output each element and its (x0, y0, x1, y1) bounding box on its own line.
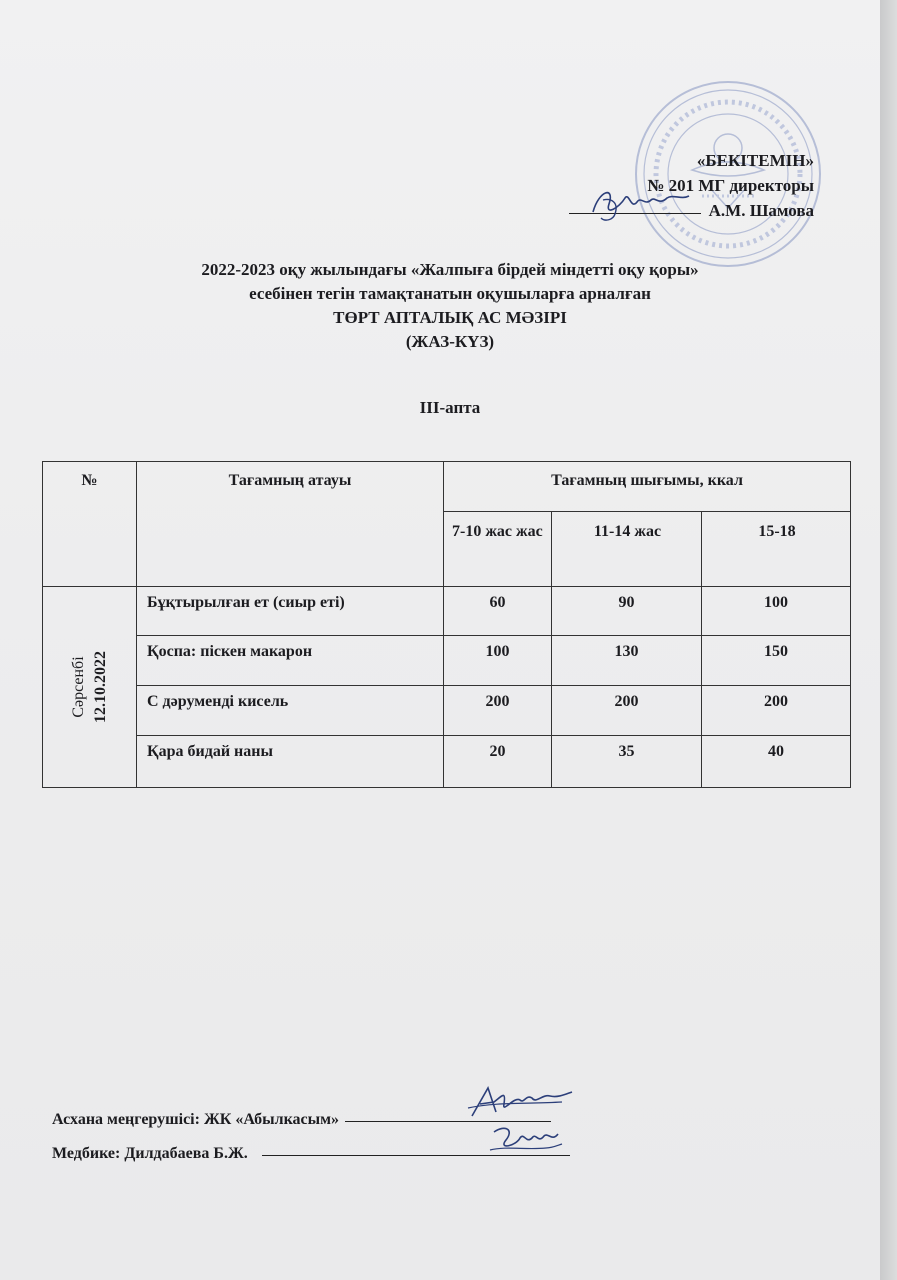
page-edge (880, 0, 897, 1280)
age-group-15-18: 15-18 (702, 512, 851, 587)
director-name: А.М. Шамова (708, 201, 814, 220)
nurse-signature (486, 1120, 566, 1160)
kitchen-head-signature (466, 1082, 576, 1122)
dish-name: Бұқтырылған ет (сиыр еті) (137, 587, 444, 636)
menu-table (42, 461, 851, 788)
day-name: Сәрсенбі (69, 656, 87, 718)
yield-7-10: 60 (444, 587, 552, 636)
yield-11-14: 90 (552, 587, 702, 636)
yield-15-18: 40 (702, 736, 851, 788)
table-row (43, 636, 851, 686)
approval-title: «БЕКІТЕМІН» (696, 151, 814, 170)
header-dish-name: Тағамның атауы (137, 462, 444, 587)
table-row (43, 736, 851, 788)
yield-7-10: 100 (444, 636, 552, 686)
yield-11-14: 35 (552, 736, 702, 788)
header-number: № (43, 462, 137, 587)
day-cell (43, 587, 137, 788)
title-line-1: 2022-2023 оқу жылындағы «Жалпыға бірдей міндетті оқу қоры» (201, 260, 699, 279)
table-row (43, 686, 851, 736)
title-line-4: (ЖАЗ-КҮЗ) (405, 332, 495, 351)
yield-15-18: 200 (702, 686, 851, 736)
yield-7-10: 200 (444, 686, 552, 736)
age-group-11-14: 11-14 жас (552, 512, 702, 587)
day-date: 12.10.2022 (91, 651, 109, 723)
age-group-7-10: 7-10 жас жас (444, 512, 552, 587)
dish-name: Қоспа: піскен макарон (137, 636, 444, 686)
header-yield: Тағамның шығымы, ккал (444, 462, 851, 512)
yield-11-14: 130 (552, 636, 702, 686)
week-label: III-апта (419, 398, 481, 417)
yield-15-18: 150 (702, 636, 851, 686)
kitchen-head-label: Асхана меңгерушісі: ЖК «Абылкасым» (52, 1111, 340, 1128)
header-row (43, 462, 851, 512)
yield-11-14: 200 (552, 686, 702, 736)
title-line-2: есебінен тегін тамақтанатын оқушыларға арналған (249, 284, 651, 303)
director-signature (585, 180, 695, 226)
day-label (68, 651, 112, 723)
table-row (43, 587, 851, 636)
nurse-label: Медбике: Дилдабаева Б.Ж. (52, 1145, 248, 1162)
document-title (0, 258, 880, 354)
yield-15-18: 100 (702, 587, 851, 636)
title-line-3: ТӨРТ АПТАЛЫҚ АС МӘЗІРІ (333, 308, 567, 327)
dish-name: Қара бидай наны (137, 736, 444, 788)
dish-name: С дәруменді кисель (137, 686, 444, 736)
yield-7-10: 20 (444, 736, 552, 788)
approval-position: № 201 МГ директоры (647, 176, 814, 195)
